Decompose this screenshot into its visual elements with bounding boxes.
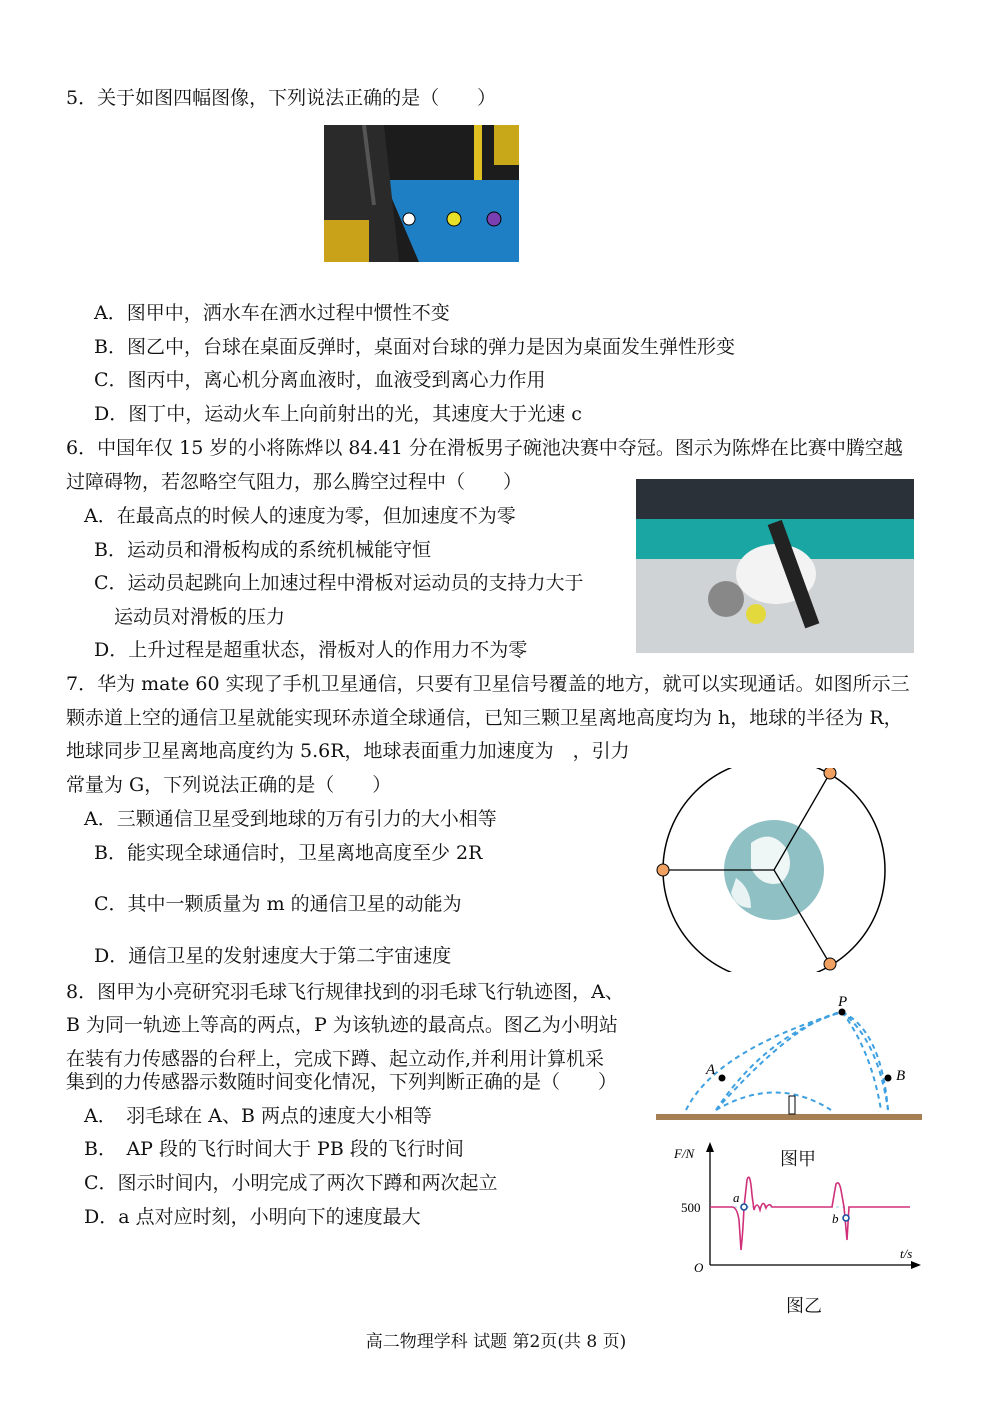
badminton-trajectory-diagram — [656, 990, 926, 1125]
origin-label: O — [694, 1260, 704, 1275]
skateboard-photo — [636, 479, 914, 653]
q7-option-c: C．其中一颗质量为 m 的通信卫星的动能为 — [94, 893, 462, 915]
q7-option-b: B．能实现全球通信时，卫星离地高度至少 2R — [94, 842, 483, 864]
q5-option-b: B．图乙中，台球在桌面反弹时，桌面对台球的弹力是因为桌面发生弹性形变 — [94, 336, 735, 358]
q6-option-c-cont: 运动员对滑板的压力 — [114, 606, 286, 628]
q5-stem: 5．关于如图四幅图像，下列说法正确的是（ ） — [66, 87, 497, 109]
q8-stem-line3: 在装有力传感器的台秤上，完成下蹲、起立动作,并利用计算机采 — [66, 1048, 605, 1070]
q7-stem-line1: 7．华为 mate 60 实现了手机卫星通信，只要有卫星信号覆盖的地方，就可以实现通话。如图所示三 — [66, 673, 910, 695]
q6-option-d: D．上升过程是超重状态，滑板对人的作用力不为零 — [94, 639, 528, 661]
q6-stem-line1: 6．中国年仅 15 岁的小将陈烨以 84.41 分在滑板男子碗池决赛中夺冠。图示为陈烨在比赛中腾空越 — [66, 437, 903, 459]
q7-option-d: D．通信卫星的发射速度大于第二宇宙速度 — [94, 945, 452, 967]
page-footer: 高二物理学科 试题 第2页(共 8 页) — [365, 1332, 627, 1352]
q7-stem-line3: 地球同步卫星离地高度约为 5.6R，地球表面重力加速度为 ，引力 — [66, 740, 630, 762]
q6-option-c: C．运动员起跳向上加速过程中滑板对运动员的支持力大于 — [94, 572, 584, 594]
q8-stem-line2: B 为同一轨迹上等高的两点，P 为该轨迹的最高点。图乙为小明站 — [66, 1014, 618, 1036]
y-axis-label: F/N — [674, 1146, 695, 1161]
figure-jia-caption: 图甲 — [780, 1149, 816, 1170]
q8-stem-line4: 集到的力传感器示数随时间变化情况，下列判断正确的是（ ） — [66, 1071, 618, 1093]
satellite-orbit-diagram — [656, 768, 892, 972]
q7-option-a: A．三颗通信卫星受到地球的万有引力的大小相等 — [84, 808, 497, 830]
q8-option-b: B． AP 段的飞行时间大于 PB 段的飞行时间 — [84, 1138, 464, 1160]
point-b-label: b — [832, 1211, 839, 1226]
q7-stem-line4: 常量为 G，下列说法正确的是（ ） — [66, 774, 392, 796]
force-time-graph — [672, 1140, 922, 1275]
label-a: A — [706, 1062, 716, 1078]
q6-stem-line2: 过障碍物，若忽略空气阻力，那么腾空过程中（ ） — [66, 471, 523, 493]
q8-option-c: C．图示时间内，小明完成了两次下蹲和两次起立 — [84, 1172, 498, 1194]
label-b: B — [896, 1068, 906, 1084]
q6-option-a: A．在最高点的时候人的速度为零，但加速度不为零 — [84, 505, 516, 527]
x-axis-label: t/s — [900, 1246, 913, 1261]
point-a-label: a — [733, 1190, 740, 1205]
q8-option-a: A． 羽毛球在 A、B 两点的速度大小相等 — [84, 1105, 432, 1127]
q5-option-a: A．图甲中，洒水车在洒水过程中惯性不变 — [94, 302, 450, 324]
q5-option-d: D．图丁中，运动火车上向前射出的光，其速度大于光速 c — [94, 403, 582, 425]
q7-stem-line2: 颗赤道上空的通信卫星就能实现环赤道全球通信，已知三颗卫星离地高度均为 h，地球的半径为 R， — [66, 707, 903, 729]
label-p: P — [838, 994, 848, 1010]
q8-option-d: D．a 点对应时刻，小明向下的速度最大 — [84, 1206, 421, 1228]
tick-500: 500 — [681, 1200, 701, 1215]
q8-stem-line1: 8．图甲为小亮研究羽毛球飞行规律找到的羽毛球飞行轨迹图，A、 — [66, 981, 624, 1003]
q6-option-b: B．运动员和滑板构成的系统机械能守恒 — [94, 539, 431, 561]
q5-option-c: C．图丙中，离心机分离血液时，血液受到离心力作用 — [94, 369, 546, 391]
figure-yi-caption: 图乙 — [786, 1296, 822, 1317]
billiards-photo — [324, 125, 519, 262]
